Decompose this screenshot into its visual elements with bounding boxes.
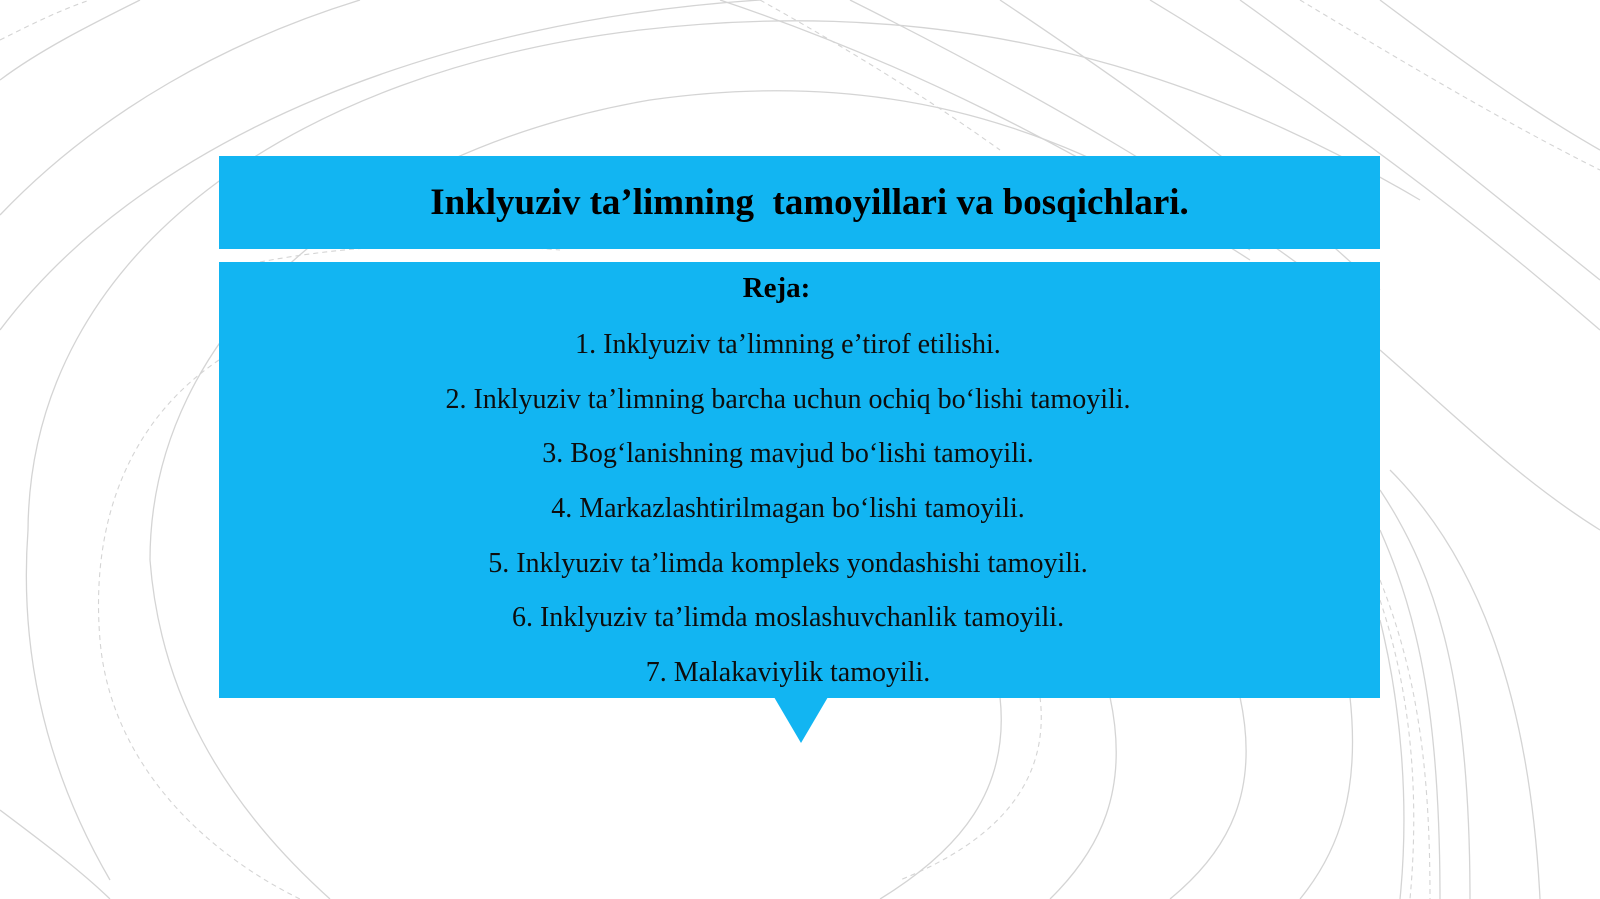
plan-list	[219, 326, 1380, 709]
plan-item-2: 2. Inklyuziv ta’limning barcha uchun ochiq bo‘lishi tamoyili.	[445, 383, 1131, 415]
plan-callout	[219, 262, 1380, 698]
plan-item-5: 5. Inklyuziv ta’limda kompleks yondashishi tamoyili.	[488, 547, 1088, 579]
plan-item-7: 7. Malakaviylik tamoyili.	[645, 657, 931, 689]
plan-item-1: 1. Inklyuziv ta’limning e’tirof etilishi.	[575, 329, 1001, 360]
plan-item-3: 3. Bog‘lanishning mavjud bo‘lishi tamoyili.	[542, 438, 1034, 470]
plan-item-4: 4. Markazlashtirilmagan bo‘lishi tamoyili.	[551, 493, 1025, 525]
plan-heading: Reja:	[742, 272, 811, 304]
title-banner	[219, 156, 1380, 249]
slide-title: Inklyuziv ta’limning tamoyillari va bosqichlari.	[430, 182, 1189, 223]
plan-item-6: 6. Inklyuziv ta’limda moslashuvchanlik tamoyili.	[511, 602, 1065, 634]
callout-pointer	[774, 697, 828, 743]
